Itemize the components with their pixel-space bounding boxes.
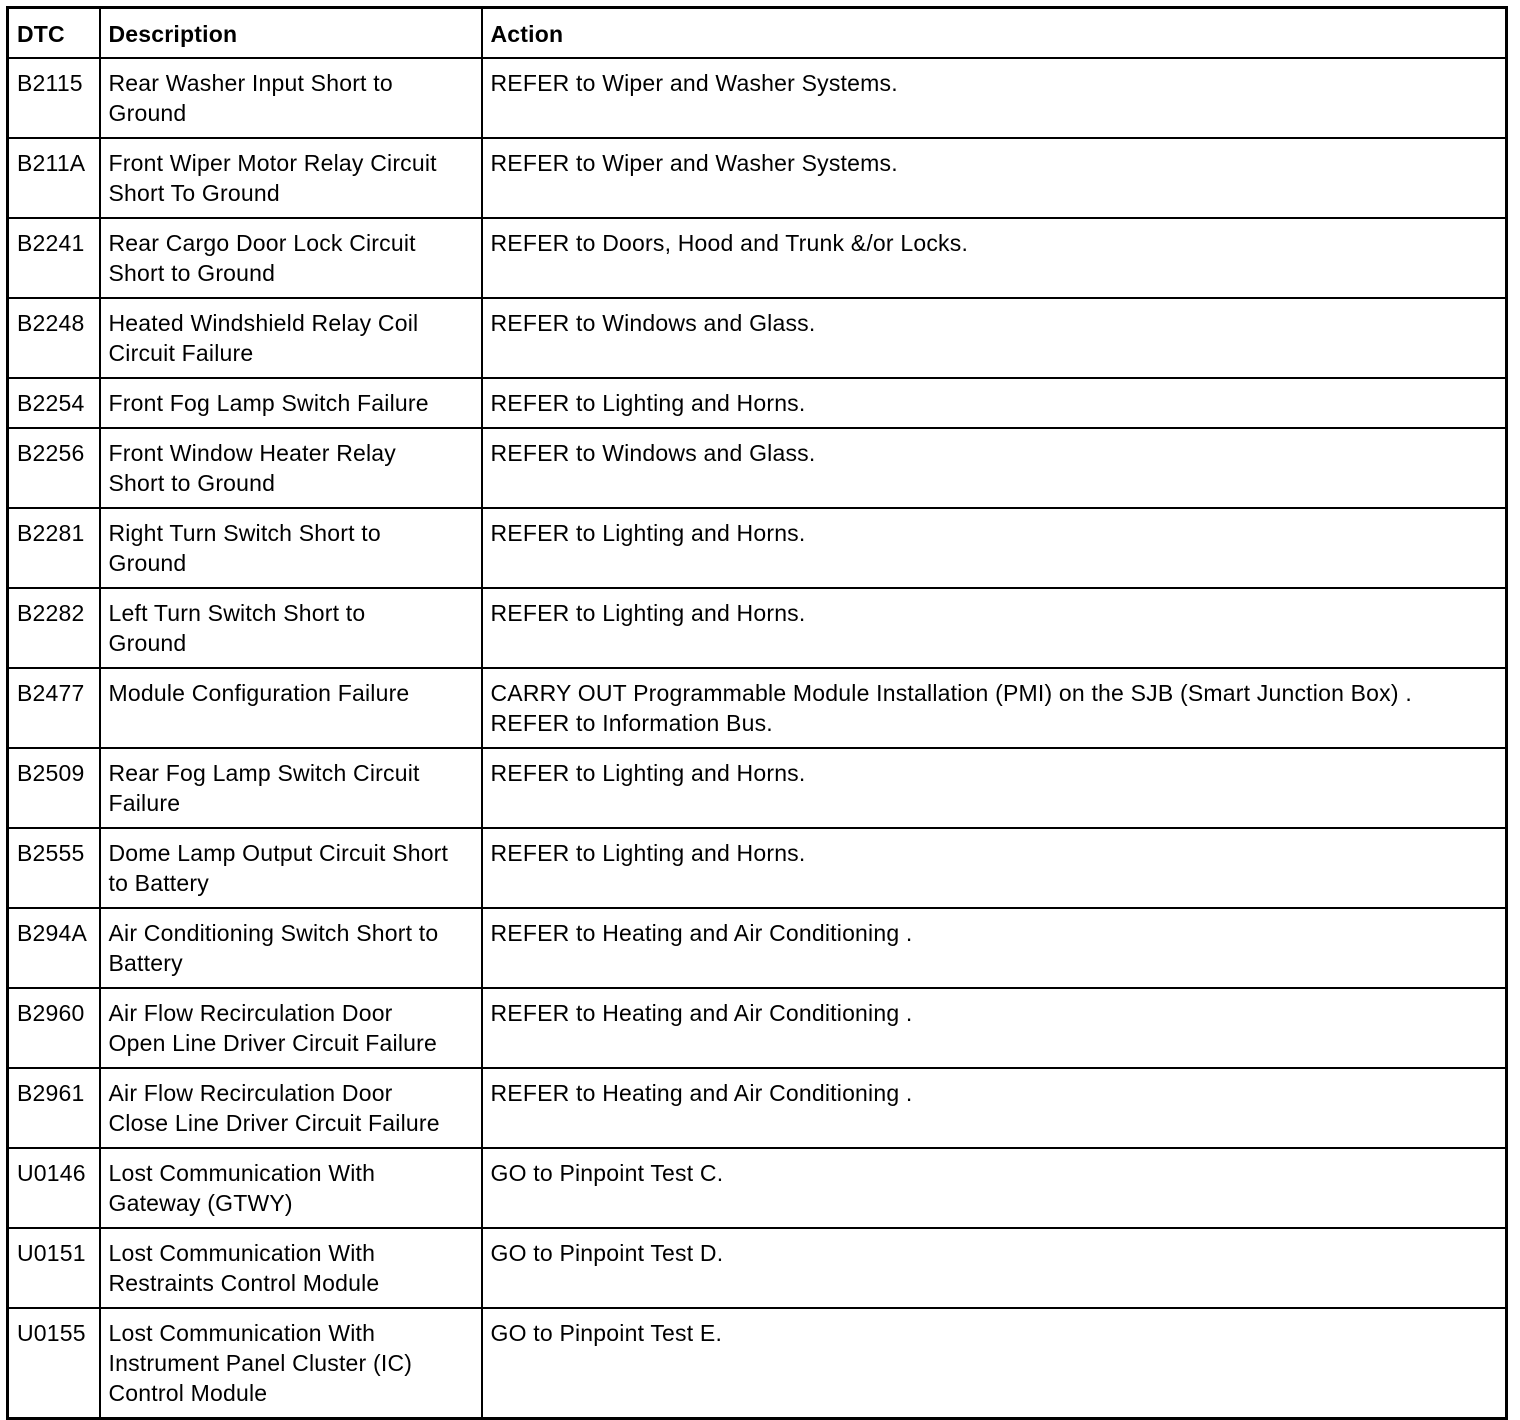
description-line: Air Conditioning Switch Short to [108,920,439,946]
cell-description [100,1148,482,1228]
action-line: CARRY OUT Programmable Module Installation (PMI) on the SJB (Smart Junction Box) . [490,680,1412,706]
cell-dtc: B2256 [8,428,100,508]
cell-dtc: B2282 [8,588,100,668]
cell-description [100,1308,482,1419]
table-row [8,748,1507,828]
description-line: Short to Ground [108,470,276,496]
description-line: Lost Communication With [108,1160,376,1186]
cell-description [100,298,482,378]
cell-description [100,588,482,668]
table-row [8,508,1507,588]
table-row [8,1148,1507,1228]
action-line: GO to Pinpoint Test D. [490,1240,724,1266]
action-line: GO to Pinpoint Test C. [490,1160,724,1186]
cell-description [100,428,482,508]
table-row [8,378,1507,428]
table-header [8,8,1507,59]
description-line: Lost Communication With [108,1320,376,1346]
cell-action [482,908,1507,988]
cell-dtc: B2477 [8,668,100,748]
description-line: Gateway (GTWY) [108,1190,293,1216]
cell-action [482,588,1507,668]
description-line: Front Fog Lamp Switch Failure [108,390,429,416]
cell-action [482,508,1507,588]
cell-dtc: B294A [8,908,100,988]
cell-action [482,1068,1507,1148]
table-row [8,668,1507,748]
table-row [8,298,1507,378]
description-line: Rear Cargo Door Lock Circuit [108,230,416,256]
description-line: Air Flow Recirculation Door [108,1000,393,1026]
header-row [8,8,1507,59]
description-line: Open Line Driver Circuit Failure [108,1030,438,1056]
dtc-table [6,6,1508,1420]
cell-action [482,988,1507,1068]
table-row [8,588,1507,668]
action-line: REFER to Heating and Air Conditioning . [490,920,913,946]
table-row [8,138,1507,218]
action-line: REFER to Heating and Air Conditioning . [490,1000,913,1026]
cell-dtc: B211A [8,138,100,218]
action-line: REFER to Lighting and Horns. [490,520,806,546]
cell-description [100,218,482,298]
table-row [8,218,1507,298]
cell-description [100,908,482,988]
description-line: Module Configuration Failure [108,680,410,706]
description-line: Ground [108,630,187,656]
description-line: Heated Windshield Relay Coil [108,310,419,336]
description-line: Rear Washer Input Short to [108,70,393,96]
cell-dtc: B2509 [8,748,100,828]
cell-dtc: B2241 [8,218,100,298]
action-line: REFER to Lighting and Horns. [490,600,806,626]
header-action: Action [482,8,1507,59]
cell-action [482,428,1507,508]
description-line: Dome Lamp Output Circuit Short [108,840,449,866]
cell-description [100,58,482,138]
cell-dtc: B2115 [8,58,100,138]
cell-dtc: B2281 [8,508,100,588]
cell-action [482,748,1507,828]
description-line: Air Flow Recirculation Door [108,1080,393,1106]
cell-dtc: U0151 [8,1228,100,1308]
cell-dtc: U0155 [8,1308,100,1419]
cell-description [100,1228,482,1308]
description-line: Short to Ground [108,260,276,286]
table-row [8,828,1507,908]
action-line: REFER to Heating and Air Conditioning . [490,1080,913,1106]
action-line: GO to Pinpoint Test E. [490,1320,723,1346]
action-line: REFER to Lighting and Horns. [490,840,806,866]
description-line: Left Turn Switch Short to [108,600,366,626]
cell-description [100,748,482,828]
table-row [8,58,1507,138]
cell-action [482,378,1507,428]
description-line: Short To Ground [108,180,280,206]
table-row [8,1308,1507,1419]
action-line: REFER to Wiper and Washer Systems. [490,150,898,176]
action-line: REFER to Windows and Glass. [490,310,816,336]
description-line: Ground [108,100,187,126]
description-line: Battery [108,950,183,976]
description-line: Restraints Control Module [108,1270,380,1296]
table-row [8,428,1507,508]
description-line: Rear Fog Lamp Switch Circuit [108,760,420,786]
cell-action [482,668,1507,748]
cell-description [100,508,482,588]
description-line: Circuit Failure [108,340,254,366]
action-line: REFER to Lighting and Horns. [490,390,806,416]
description-line: Close Line Driver Circuit Failure [108,1110,440,1136]
cell-action [482,218,1507,298]
cell-action [482,58,1507,138]
cell-action [482,1228,1507,1308]
cell-description [100,138,482,218]
action-line: REFER to Wiper and Washer Systems. [490,70,898,96]
description-line: Front Window Heater Relay [108,440,396,466]
cell-dtc: B2961 [8,1068,100,1148]
cell-description [100,1068,482,1148]
header-description: Description [100,8,482,59]
table-row [8,988,1507,1068]
action-line: REFER to Doors, Hood and Trunk &/or Locks. [490,230,969,256]
description-line: Failure [108,790,181,816]
cell-action [482,138,1507,218]
cell-description [100,828,482,908]
table-row [8,1068,1507,1148]
description-line: Ground [108,550,187,576]
action-line: REFER to Windows and Glass. [490,440,816,466]
cell-action [482,1148,1507,1228]
table-row [8,908,1507,988]
cell-dtc: U0146 [8,1148,100,1228]
cell-description [100,668,482,748]
cell-description [100,378,482,428]
description-line: Control Module [108,1380,268,1406]
cell-description [100,988,482,1068]
action-line: REFER to Lighting and Horns. [490,760,806,786]
table-row [8,1228,1507,1308]
cell-dtc: B2960 [8,988,100,1068]
table-body [8,58,1507,1419]
description-line: to Battery [108,870,209,896]
cell-dtc: B2555 [8,828,100,908]
description-line: Lost Communication With [108,1240,376,1266]
cell-action [482,298,1507,378]
description-line: Right Turn Switch Short to [108,520,381,546]
cell-action [482,1308,1507,1419]
cell-dtc: B2254 [8,378,100,428]
cell-action [482,828,1507,908]
description-line: Front Wiper Motor Relay Circuit [108,150,437,176]
header-dtc: DTC [8,8,100,59]
cell-dtc: B2248 [8,298,100,378]
description-line: Instrument Panel Cluster (IC) [108,1350,413,1376]
action-line: REFER to Information Bus. [490,710,773,736]
